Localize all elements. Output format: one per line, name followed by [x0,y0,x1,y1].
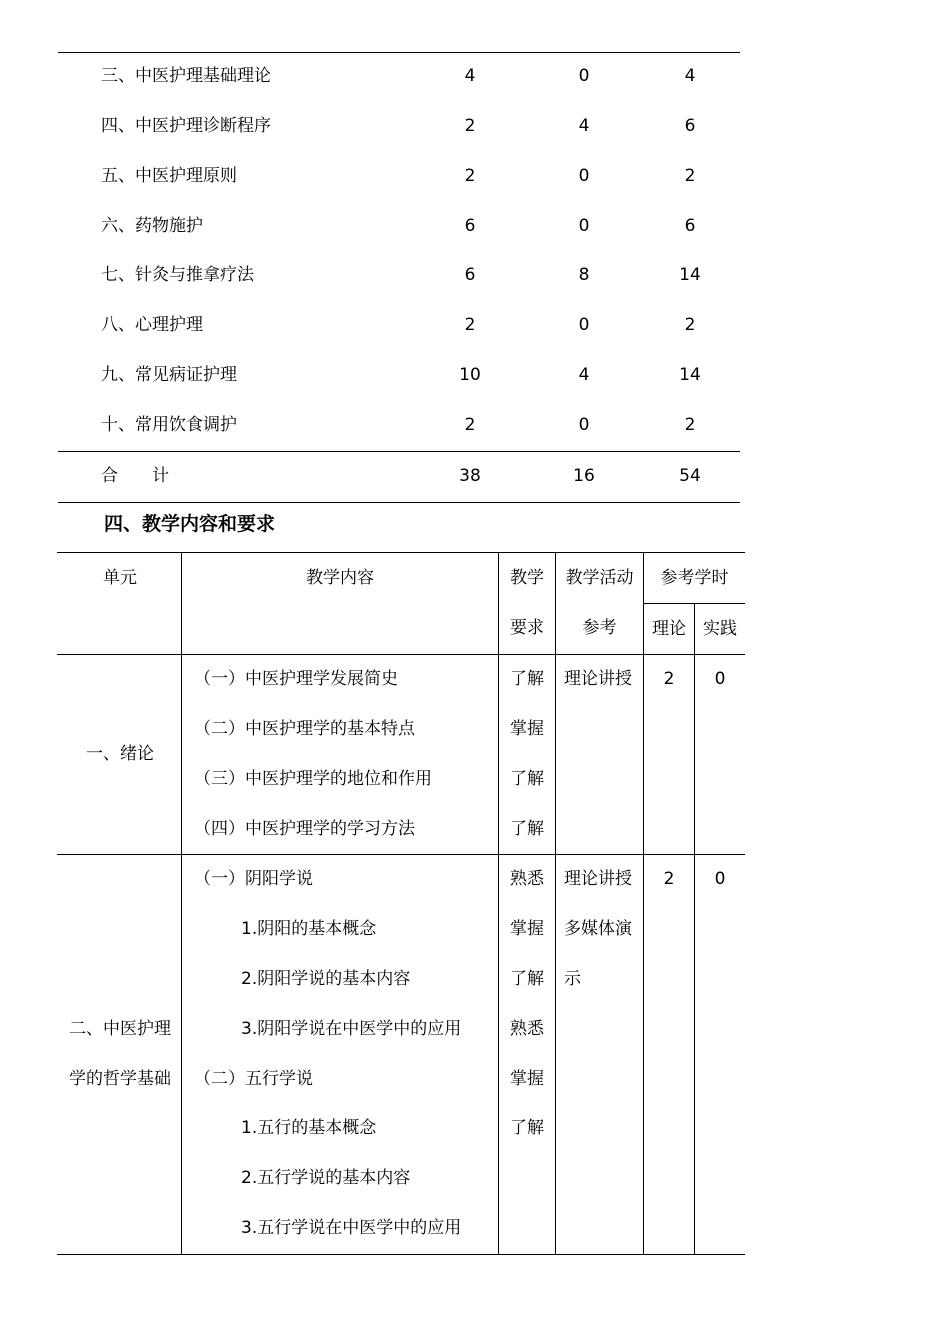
header-activity-line2: 参考 [582,618,617,638]
unit-name: 七、针灸与推拿疗法 [101,265,254,285]
activity: 理论讲授 [564,669,632,689]
header-practice: 实践 [703,619,737,639]
total-hours: 6 [684,116,696,136]
content-item: （二）中医护理学的基本特点 [194,719,415,739]
col-divider-unit [181,552,182,1255]
theory-hours: 6 [464,265,476,285]
theory-hours: 2 [464,166,476,186]
content-item: （一）中医护理学发展简史 [194,669,398,689]
unit-title-line1: 二、中医护理 [69,1019,171,1039]
unit-name: 十、常用饮食调护 [101,415,237,435]
header-content: 教学内容 [306,568,374,588]
col-divider-requirement [555,552,556,1255]
header-requirement-line1: 教学 [510,568,544,588]
content-table-bottom-rule [57,1254,745,1255]
total-sum: 54 [679,466,701,486]
total-hours: 6 [684,216,696,236]
section-heading: 四、教学内容和要求 [104,513,276,535]
requirement: 掌握 [510,1069,544,1089]
activity: 示 [564,969,581,989]
col-divider-activity [643,552,644,1255]
content-item: 1.五行的基本概念 [241,1118,377,1138]
total-hours: 14 [679,365,701,385]
unit-title-line2: 学的哲学基础 [69,1069,171,1089]
total-theory: 38 [459,466,481,486]
content-item: 1.阴阳的基本概念 [241,919,377,939]
content-item: （四）中医护理学的学习方法 [194,819,415,839]
practice-hours: 0 [578,216,590,236]
table-bottom-rule [58,502,740,503]
practice-hours: 0 [578,315,590,335]
theory-hours: 6 [464,216,476,236]
requirement: 熟悉 [510,1019,544,1039]
total-label: 合 计 [101,466,169,486]
requirement: 掌握 [510,719,544,739]
practice-hours: 4 [578,365,590,385]
theory-hours: 2 [663,869,675,889]
total-row-rule [58,451,740,452]
unit-name: 五、中医护理原则 [101,166,237,186]
practice-hours: 0 [578,166,590,186]
activity: 理论讲授 [564,869,632,889]
content-item: 3.五行学说在中医学中的应用 [241,1218,462,1238]
col-divider-theory [694,603,695,1255]
practice-hours: 4 [578,116,590,136]
total-hours: 2 [684,166,696,186]
content-table-top-rule [57,552,745,553]
requirement: 了解 [510,969,544,989]
total-hours: 2 [684,315,696,335]
header-bottom-rule [57,654,745,655]
table-top-rule [58,52,740,53]
theory-hours: 4 [464,66,476,86]
practice-hours: 0 [578,66,590,86]
theory-hours: 2 [464,116,476,136]
unit-title: 一、绪论 [86,744,154,764]
content-item: （二）五行学说 [194,1069,313,1089]
requirement: 了解 [510,769,544,789]
content-item: （三）中医护理学的地位和作用 [194,769,432,789]
practice-hours: 8 [578,265,590,285]
unit-name: 三、中医护理基础理论 [101,66,271,86]
unit-name: 四、中医护理诊断程序 [101,116,271,136]
theory-hours: 2 [464,415,476,435]
header-unit: 单元 [103,568,137,588]
theory-hours: 2 [464,315,476,335]
requirement: 了解 [510,819,544,839]
practice-hours: 0 [578,415,590,435]
header-activity-line1: 教学活动 [565,568,634,588]
requirement: 掌握 [510,919,544,939]
requirement: 了解 [510,1118,544,1138]
requirement: 了解 [510,669,544,689]
header-hours: 参考学时 [660,568,729,588]
total-hours: 14 [679,265,701,285]
header-theory: 理论 [652,619,686,639]
theory-hours: 10 [459,365,481,385]
content-item: 3.阴阳学说在中医学中的应用 [241,1019,462,1039]
content-item: （一）阴阳学说 [194,869,313,889]
requirement: 熟悉 [510,869,544,889]
header-requirement-line2: 要求 [510,618,544,638]
unit-name: 八、心理护理 [101,315,203,335]
total-hours: 2 [684,415,696,435]
activity: 多媒体演 [564,919,632,939]
content-item: 2.五行学说的基本内容 [241,1168,411,1188]
unit-separator-rule [57,854,745,855]
content-item: 2.阴阳学说的基本内容 [241,969,411,989]
theory-hours: 2 [663,669,675,689]
practice-hours: 0 [714,869,726,889]
unit-name: 六、药物施护 [101,216,203,236]
unit-name: 九、常见病证护理 [101,365,237,385]
total-hours: 4 [684,66,696,86]
col-divider-content [498,552,499,1255]
practice-hours: 0 [714,669,726,689]
total-practice: 16 [573,466,595,486]
